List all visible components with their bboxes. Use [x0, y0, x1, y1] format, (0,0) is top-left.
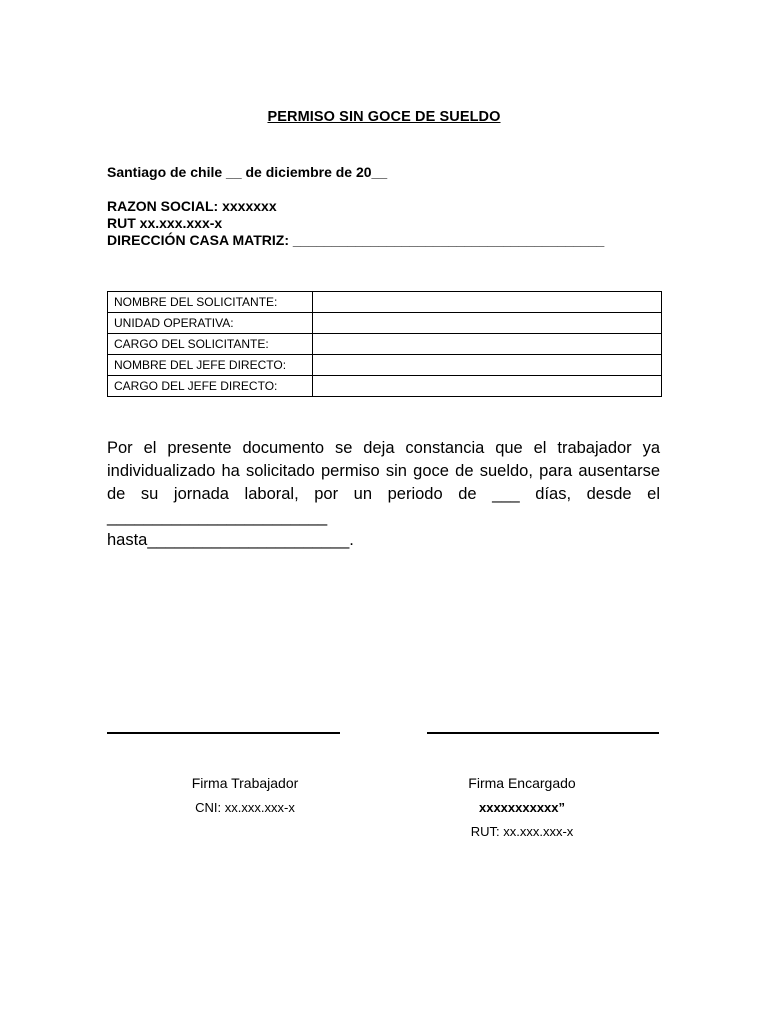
form-label-cargo-solicitante: CARGO DEL SOLICITANTE: — [108, 334, 313, 355]
document-title: PERMISO SIN GOCE DE SUELDO — [267, 109, 501, 125]
signature-manager-id: RUT: xx.xxx.xxx-x — [470, 824, 574, 839]
form-value-nombre-jefe[interactable] — [313, 355, 662, 376]
form-row — [108, 292, 662, 313]
body-paragraph — [107, 437, 660, 552]
form-row — [108, 355, 662, 376]
form-label-unidad-operativa: UNIDAD OPERATIVA: — [108, 313, 313, 334]
form-value-nombre-solicitante[interactable] — [313, 292, 662, 313]
rut-line: RUT xx.xxx.xxx-x — [107, 215, 223, 231]
signature-manager-title: Firma Encargado — [468, 775, 576, 791]
signature-line-worker — [107, 732, 340, 734]
signature-worker-title: Firma Trabajador — [191, 775, 299, 791]
form-value-cargo-jefe[interactable] — [313, 376, 662, 397]
form-label-cargo-jefe: CARGO DEL JEFE DIRECTO: — [108, 376, 313, 397]
body-paragraph-main: Por el presente documento se deja constancia que el trabajador ya individualizado ha solicitado permiso sin goce de sueldo, para ausentarse de su jornada laboral, por un periodo de ___ días, desde el ________________________ — [107, 439, 660, 526]
body-paragraph-end: hasta______________________. — [107, 531, 354, 549]
form-row — [108, 376, 662, 397]
razon-social-line: RAZON SOCIAL: xxxxxxx — [107, 198, 277, 214]
signature-worker-id: CNI: xx.xxx.xxx-x — [195, 800, 295, 815]
form-row — [108, 334, 662, 355]
form-row — [108, 313, 662, 334]
signature-line-manager — [427, 732, 659, 734]
form-value-unidad-operativa[interactable] — [313, 313, 662, 334]
city-date-line: Santiago de chile __ de diciembre de 20__ — [107, 164, 388, 180]
form-value-cargo-solicitante[interactable] — [313, 334, 662, 355]
signature-manager-name: xxxxxxxxxxx” — [478, 800, 566, 815]
applicant-form-table — [107, 291, 662, 397]
direccion-line: DIRECCIÓN CASA MATRIZ: ________________________________________ — [107, 232, 605, 248]
form-label-nombre-jefe: NOMBRE DEL JEFE DIRECTO: — [108, 355, 313, 376]
form-label-nombre-solicitante: NOMBRE DEL SOLICITANTE: — [108, 292, 313, 313]
